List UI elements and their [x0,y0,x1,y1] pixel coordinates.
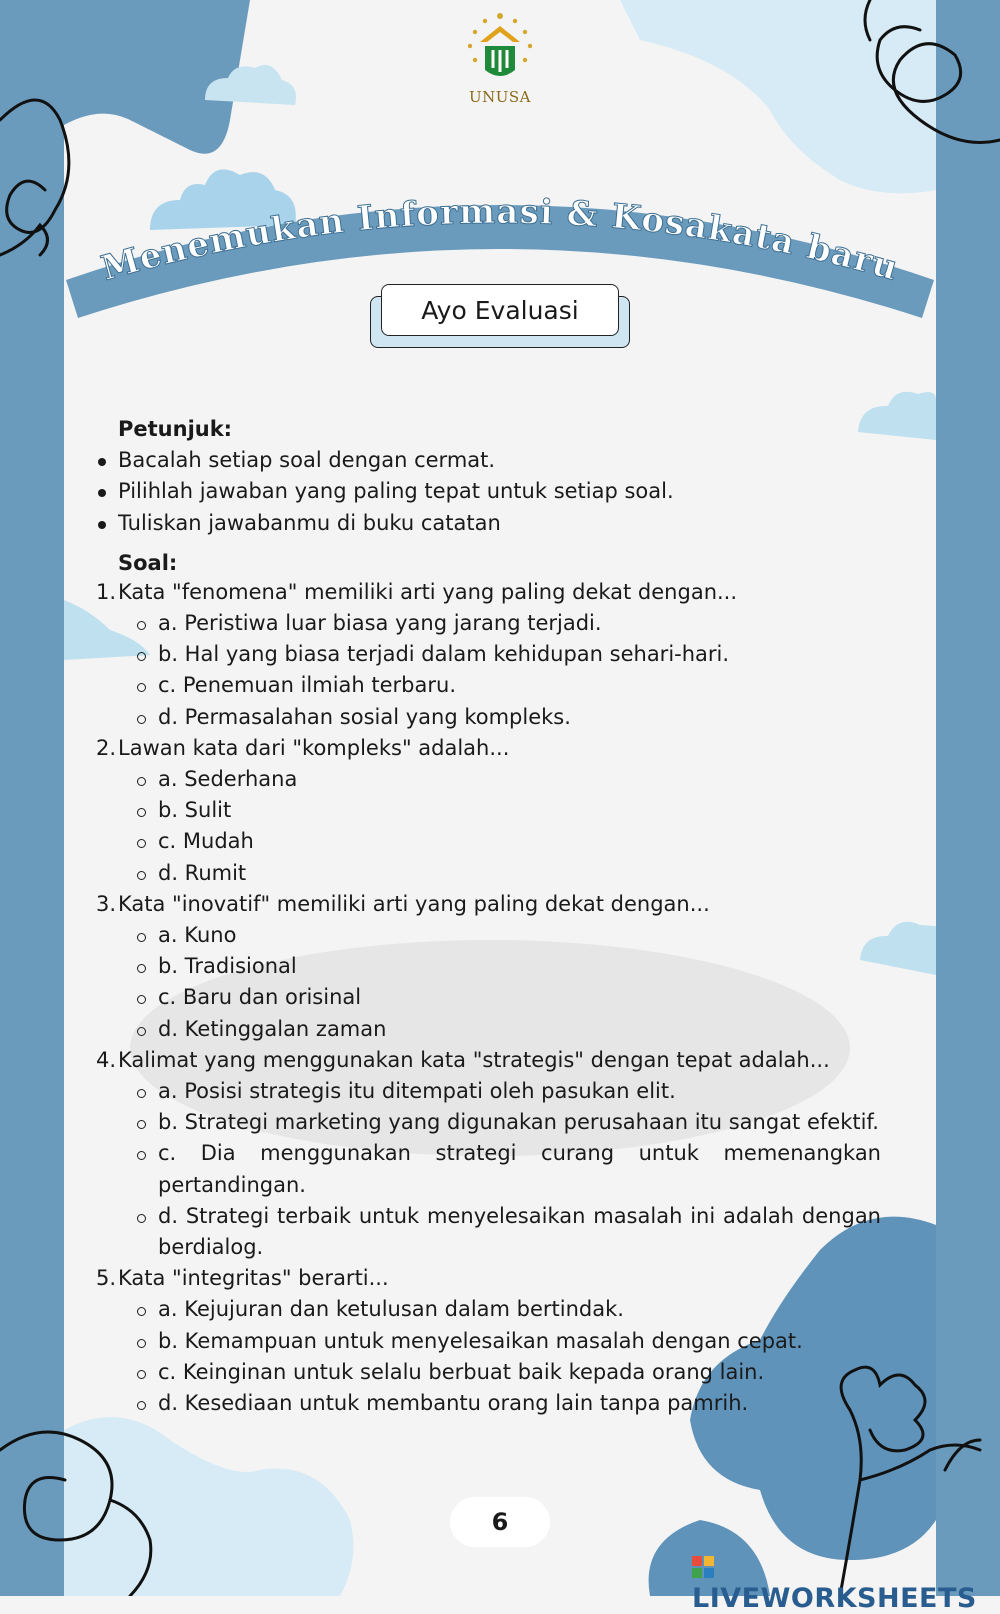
instruction-item: Bacalah setiap soal dengan cermat. [96,445,881,476]
option[interactable]: a. Sederhana [96,764,881,795]
option[interactable]: d. Rumit [96,858,881,889]
option[interactable]: c. Mudah [96,826,881,857]
option[interactable]: b. Strategi marketing yang digunakan perusahaan itu sangat efektif. [96,1107,881,1138]
unusa-logo [455,8,545,106]
option[interactable]: c. Keinginan untuk selalu berbuat baik kepada orang lain. [96,1357,881,1388]
section-title: Ayo Evaluasi [381,284,619,336]
option[interactable]: d. Permasalahan sosial yang kompleks. [96,702,881,733]
logo-emblem-icon [455,8,545,86]
option[interactable]: c. Dia menggunakan strategi curang untuk memenangkan pertandingan. [96,1138,881,1200]
option[interactable]: d. Kesediaan untuk membantu orang lain tanpa pamrih. [96,1388,881,1419]
section-title-box [370,284,630,348]
question-5: 5. Kata "integritas" berarti... [96,1266,389,1291]
option[interactable]: a. Kejujuran dan ketulusan dalam bertindak. [96,1294,881,1325]
option[interactable]: c. Penemuan ilmiah terbaru. [96,670,881,701]
option[interactable]: d. Strategi terbaik untuk menyelesaikan masalah ini adalah dengan berdialog. [96,1201,881,1263]
option[interactable]: b. Kemampuan untuk menyelesaikan masalah dengan cepat. [96,1326,881,1357]
option[interactable]: d. Ketinggalan zaman [96,1014,881,1045]
option[interactable]: a. Kuno [96,920,881,951]
banner-title: Menemukan Informasi & Kosakata baru [97,191,904,289]
instructions-heading: Petunjuk: [118,417,233,441]
liveworksheets-watermark: LIVEWORKSHEETS [692,1552,1000,1614]
question-2: 2. Lawan kata dari "kompleks" adalah... [96,735,510,760]
option[interactable]: c. Baru dan orisinal [96,982,881,1013]
option[interactable]: b. Sulit [96,795,881,826]
option[interactable]: b. Hal yang biasa terjadi dalam kehidupan sehari-hari. [96,639,881,670]
option[interactable]: b. Tradisional [96,951,881,982]
option[interactable]: a. Peristiwa luar biasa yang jarang terjadi. [96,608,881,639]
questions-heading: Soal: [118,550,178,575]
question-1: 1. Kata "fenomena" memiliki arti yang paling dekat dengan... [96,579,738,604]
question-4: 4. Kalimat yang menggunakan kata "strategis" dengan tepat adalah... [96,1047,830,1072]
page-number: 6 [450,1497,550,1547]
instruction-item: Tuliskan jawabanmu di buku catatan [96,508,881,539]
logo-wordmark: UNUSA [468,88,532,106]
question-3: 3. Kata "inovatif" memiliki arti yang paling dekat dengan... [96,891,710,916]
liveworksheets-logo-icon [692,1556,714,1578]
instruction-item: Pilihlah jawaban yang paling tepat untuk setiap soal. [96,476,881,507]
option[interactable]: a. Posisi strategis itu ditempati oleh pasukan elit. [96,1076,881,1107]
worksheet-content [96,414,881,1419]
